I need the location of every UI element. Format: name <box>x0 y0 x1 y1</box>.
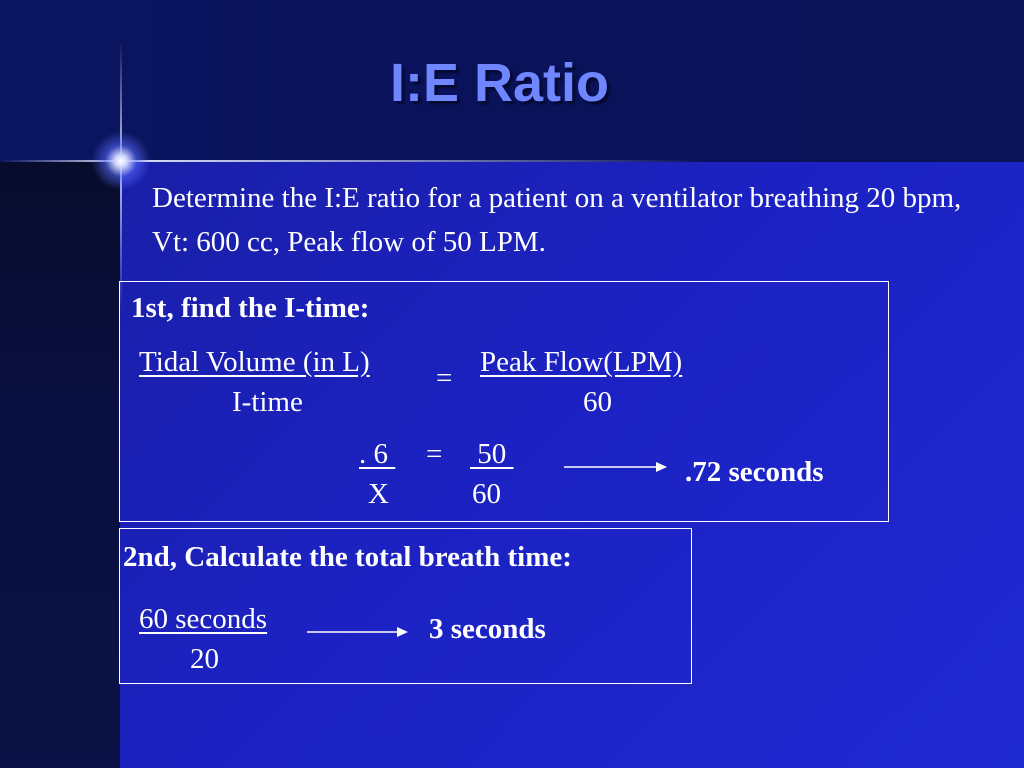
slide-title: I:E Ratio <box>390 53 610 113</box>
formula-i-time: I-time <box>232 386 303 418</box>
formula-peak-flow: Peak Flow(LPM) <box>480 346 683 378</box>
arrow-right-icon <box>307 625 411 639</box>
step2-heading: 2nd, Calculate the total breath time: <box>123 541 572 573</box>
i-time-result: .72 seconds <box>685 456 824 488</box>
calc-unknown-x: X <box>368 478 389 510</box>
calc-peak-flow-value: 50 <box>470 438 514 470</box>
step1-box <box>119 281 889 522</box>
arrow-right-icon <box>564 460 668 474</box>
light-flare-icon <box>92 132 150 190</box>
left-band <box>0 162 120 768</box>
step2-box <box>119 528 692 684</box>
calc-equals: = <box>426 438 443 470</box>
calc-sixty: 60 <box>472 478 501 510</box>
step1-heading: 1st, find the I-time: <box>131 292 370 324</box>
breath-time-result: 3 seconds <box>429 613 546 645</box>
formula-tidal-volume: Tidal Volume (in L) <box>139 346 370 378</box>
breath-time-numerator: 60 seconds <box>139 603 268 635</box>
breath-time-denominator: 20 <box>190 643 219 675</box>
formula-sixty: 60 <box>583 386 612 418</box>
calc-tidal-value: . 6 <box>359 438 396 470</box>
problem-statement: Determine the I:E ratio for a patient on a ventilator breathing 20 bpm, Vt: 600 cc, Peak flow of 50 LPM. <box>152 182 962 258</box>
formula-equals: = <box>436 362 453 394</box>
